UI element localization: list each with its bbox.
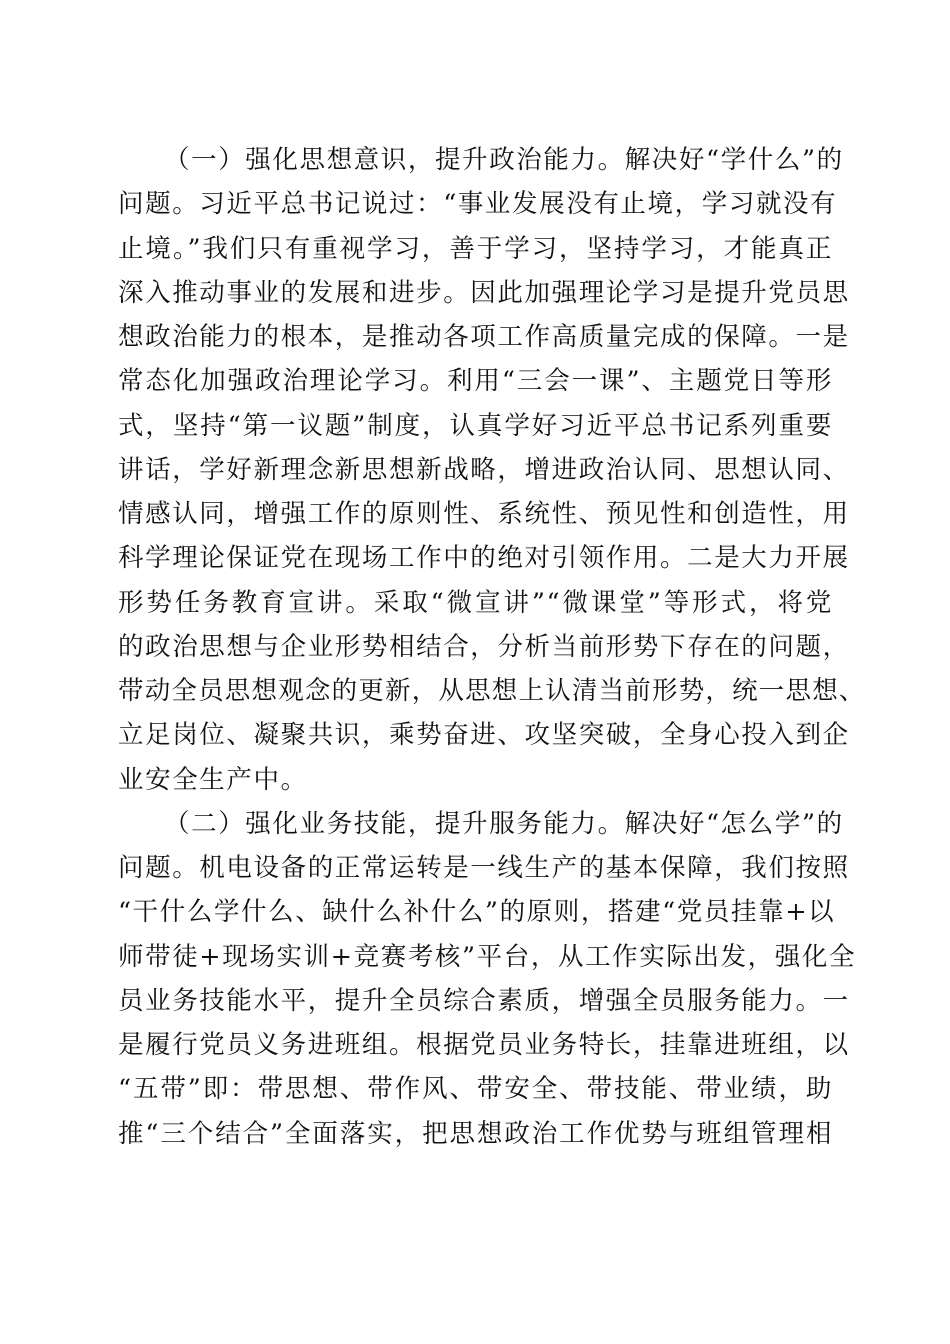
paragraph-2-line-4: 师带徒+现场实训+竞赛考核”平台，从工作实际出发，强化全 [118, 941, 857, 972]
paragraph-1-line-11: 形势任务教育宣讲。采取“微宣讲”“微课堂”等形式，将党 [118, 587, 833, 618]
paragraph-1-line-10: 科学理论保证党在现场工作中的绝对引领作用。二是大力开展 [118, 543, 850, 574]
paragraph-1-line-9: 情感认同，增强工作的原则性、系统性、预见性和创造性，用 [118, 499, 850, 529]
paragraph-1-line-14: 立足岗位、凝聚共识，乘势奋进、攻坚突破，全身心投入到企 [118, 720, 850, 751]
paragraph-2 [118, 802, 857, 1156]
paragraph-2-line-1: （二）强化业务技能，提升服务能力。解决好“怎么学”的 [164, 808, 844, 839]
paragraph-1-line-8: 讲话，学好新理念新思想新战略，增进政治认同、思想认同、 [118, 454, 850, 485]
paragraph-1-line-15: 业安全生产中。 [118, 764, 308, 795]
paragraph-2-line-2: 问题。机电设备的正常运转是一线生产的基本保障，我们按照 [118, 853, 850, 883]
paragraph-1-line-1: （一）强化思想意识，提升政治能力。解决好“学什么”的 [164, 145, 844, 175]
paragraph-2-line-8: 推“三个结合”全面落实，把思想政治工作优势与班组管理相 [118, 1118, 833, 1149]
paragraph-2-line-5: 员业务技能水平，提升全员综合素质，增强全员服务能力。一 [118, 985, 850, 1016]
paragraph-1-line-2: 问题。习近平总书记说过：“事业发展没有止境，学习就没有 [118, 189, 838, 220]
paragraph-1-line-6: 常态化加强政治理论学习。利用“三会一课”、主题党日等形 [118, 366, 833, 397]
paragraph-1-line-4: 深入推动事业的发展和进步。因此加强理论学习是提升党员思 [118, 277, 850, 308]
paragraph-1-line-12: 的政治思想与企业形势相结合，分析当前形势下存在的问题， [118, 631, 850, 662]
paragraph-1-line-13: 带动全员思想观念的更新，从思想上认清当前形势，统一思想、 [118, 676, 866, 706]
document-body [118, 138, 866, 1156]
paragraph-1-line-5: 想政治能力的根本，是推动各项工作高质量完成的保障。一是 [118, 322, 850, 352]
paragraph-2-line-6: 是履行党员义务进班组。根据党员业务特长，挂靠进班组，以 [118, 1030, 850, 1060]
paragraph-2-line-7: “五带”即：带思想、带作风、带安全、带技能、带业绩，助 [118, 1074, 833, 1105]
paragraph-1-line-7: 式，坚持“第一议题”制度，认真学好习近平总书记系列重要 [118, 410, 833, 441]
paragraph-1-line-3: 止境。”我们只有重视学习，善于学习，坚持学习，才能真正 [118, 233, 833, 264]
paragraph-1 [118, 138, 866, 802]
paragraph-2-line-3: “干什么学什么、缺什么补什么”的原则，搭建“党员挂靠+以 [118, 897, 836, 928]
